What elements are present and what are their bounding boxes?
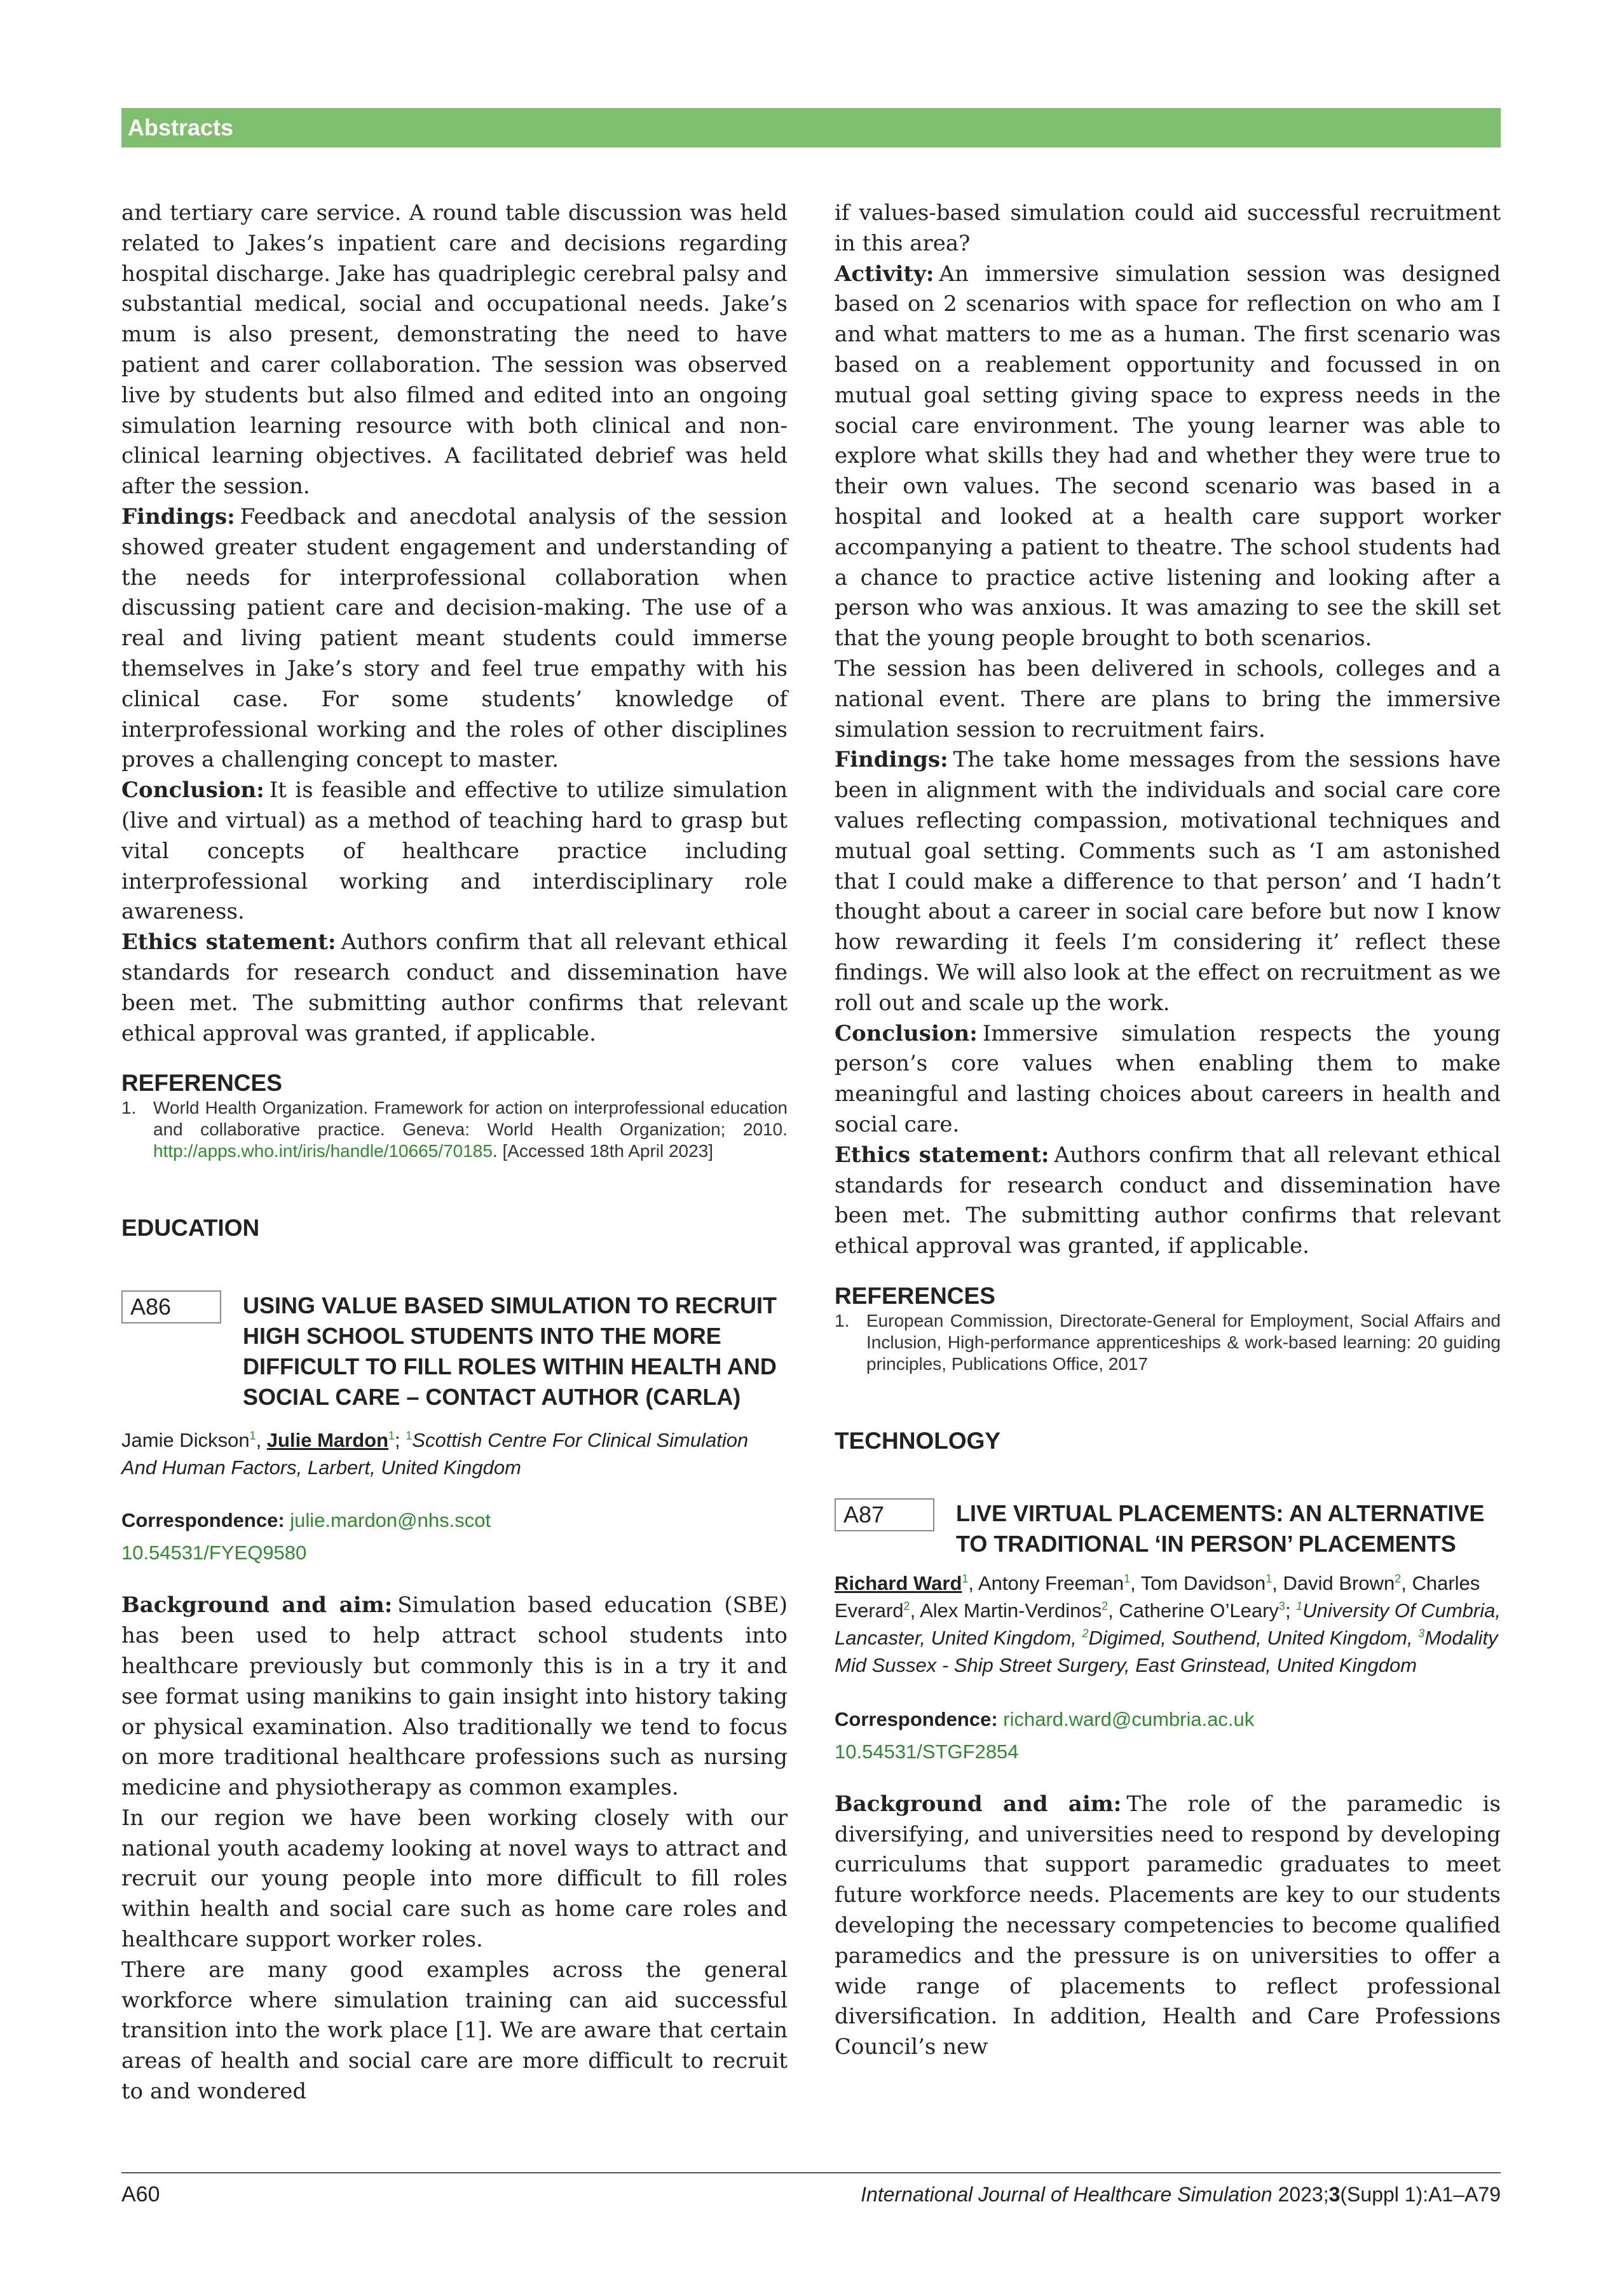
correspondence-email[interactable]: julie.mardon@nhs.scot [290,1509,491,1532]
intro-paragraph: and tertiary care service. A round table discussion was held related to Jakes’s inpatient care and decisions regarding hospital discharge. Jake has quadriplegic cerebral palsy and substantial medical, social and occupational needs. Jake’s mum is also present, demonstrating the need to have patient and carer collaboration. The session was observed live by students but also filmed and edited into an ongoing simulation learning resource with both clinical and non-clinical learning objectives. A facilitated debrief was held after the session. [121,200,788,500]
journal-year: 2023; [1278,2183,1329,2206]
journal-issue: (Suppl 1):A1–A79 [1340,2183,1501,2206]
conclusion-paragraph [121,776,788,927]
references-list [121,1097,788,1162]
author-name: Tom Davidson [1140,1571,1266,1594]
ethics-paragraph [835,1140,1501,1262]
author-sup: 1 [1266,1572,1273,1585]
author-sup: 1 [962,1572,969,1585]
reference-item [835,1310,1501,1375]
conclusion-label: Conclusion: [835,1020,978,1046]
reference-number: 1. [835,1310,850,1330]
author-sup: 2 [1102,1599,1109,1613]
ethics-text: Authors confirm that all relevant ethical standards for research conduct and dissemination have been met. The submitting author confirms that relevant ethical approval was granted, if applicable. [121,929,788,1046]
activity-paragraph [835,259,1501,654]
a87-body [835,1789,1501,2063]
activity-text: An immersive simulation session was designed based on 2 scenarios with space for reflection on who am I and what matters to me as a human. The first scenario was based on a reablement opportunity and focussed in on mutual goal setting giving space to express needs in the social care environment. The young learner was able to explore what skills they had and whether they were true to their own values. The second scenario was based in a hospital and looked at a health care support worker accompanying a patient to theatre. The school students had a chance to practice active listening and looking after a person who was anxious. It was amazing to see the skill set that the young people brought to both scenarios. [835,261,1501,652]
abstract-a86-header [121,1290,788,1412]
references-heading: REFERENCES [121,1070,282,1097]
author-name: David Brown [1283,1571,1395,1594]
ethics-text: Authors confirm that all relevant ethical standards for research conduct and dissemination have been met. The submitting author confirms that relevant ethical approval was granted, if applicable. [835,1142,1501,1259]
correspondence-line [835,1706,1501,1733]
affiliation-sup: 1 [406,1429,413,1442]
a86-body [121,1590,788,2107]
affiliation-sup: 2 [1082,1627,1089,1640]
author-sup: 1 [1124,1572,1131,1585]
continued-paragraph: if values-based simulation could aid successful recruitment in this area? [835,200,1501,256]
footer-divider [121,2172,1501,2173]
background-paragraph [121,1590,788,1803]
findings-text: Feedback and anecdotal analysis of the session showed greater student engagement and understanding of the needs for interprofessional collaboration when discussing patient care and decision-making. The use of a real and living patient meant students could immerse themselves in Jake’s story and feel true empathy with his clinical case. For some students’ knowledge of interprofessional working and the roles of other disciplines proves a challenging concept to master. [121,503,788,773]
author-name: Alex Martin-Verdinos [920,1599,1102,1622]
section-heading-education: EDUCATION [121,1215,260,1241]
right-body [835,198,1501,1262]
conclusion-text: It is feasible and effective to utilize simulation (live and virtual) as a method of teaching hard to grasp but vital concepts of healthcare practice including interprofessional working and interdisciplinary role awareness. [121,777,788,925]
left-column [121,198,788,2107]
affiliation-text: Scottish Centre For Clinical Simulation And Human Factors, Larbert, United Kingdom [121,1429,749,1479]
journal-citation [861,2180,1501,2208]
affiliation-text: Modality Mid Sussex - Ship Street Surgery, East Grinstead, United Kingdom [835,1626,1498,1676]
author-sup: 2 [1395,1572,1402,1585]
findings-label: Findings: [835,747,948,773]
region-paragraph: In our region we have been working closely with our national youth academy looking at novel ways to attract and recruit our young people into more difficult to fill roles within health and social care such as home care roles and healthcare support worker roles. [121,1805,788,1953]
journal-name: International Journal of Healthcare Simulation [861,2183,1273,2206]
author-name: Catherine O’Leary [1119,1599,1279,1622]
abstract-a87-header [835,1498,1501,1559]
contact-author-name: Richard Ward [835,1571,962,1594]
doi-link[interactable]: 10.54531/STGF2854 [835,1740,1019,1763]
findings-paragraph [835,745,1501,1018]
author-name: Antony Freeman [978,1571,1124,1594]
session-paragraph: The session has been delivered in schools, colleges and a national event. There are plans to bring the immersive simulation session to recruitment fairs. [835,655,1501,742]
abstract-id-box: A87 [835,1498,934,1531]
correspondence-email[interactable]: richard.ward@cumbria.ac.uk [1003,1707,1255,1730]
references-heading: REFERENCES [835,1282,995,1309]
header-title: Abstracts [128,114,234,140]
reference-accessed: . [Accessed 18th April 2023] [492,1141,714,1161]
left-body [121,198,788,1049]
background-paragraph [835,1789,1501,2063]
author-sup: 3 [1278,1599,1285,1613]
author-name: Jamie Dickson [121,1429,250,1452]
affiliation-text: Digimed, Southend, United Kingdom, [1088,1626,1413,1649]
correspondence-label: Correspondence: [835,1707,998,1730]
affiliation-text: University Of Cumbria, Lancaster, United Kingdom, [835,1599,1501,1649]
author-sup: 2 [903,1599,910,1613]
findings-text: The take home messages from the sessions have been in alignment with the individuals and social care core values reflecting compassion, motivational techniques and mutual goal setting. Comments such as ‘I am astonished that I could make a difference to that person’ and ‘I hadn’t thought about a career in social care before but now I know how rewarding it feels I’m considering it’ reflect these findings. We will also look at the effect on recruitment as we roll out and scale up the work. [835,747,1501,1016]
author-list: Jamie Dickson$^1$, Julie Mardon$^1$; $^1$Scottish Centre For Clinical Simulation And Human Factors, Larbert, United Kingdom [121,1429,749,1479]
conclusion-text: Immersive simulation respects the young person’s core values when enabling them to make meaningful and lasting choices about careers in health and social care. [835,1020,1501,1137]
conclusion-label: Conclusion: [121,777,264,803]
ethics-label: Ethics statement: [121,929,336,955]
reference-item [121,1097,788,1162]
author-sup: 1 [249,1429,256,1442]
reference-text: European Commission, Directorate-General for Employment, Social Affairs and Inclusion, High-performance apprenticeships & work-based learning: 20 guiding principles, Publications Office, 2017 [866,1310,1501,1374]
abstract-title: LIVE VIRTUAL PLACEMENTS: AN ALTERNATIVE TO TRADITIONAL ‘IN PERSON’ PLACEMENTS [956,1500,1485,1557]
background-label: Background and aim: [121,1592,393,1618]
conclusion-paragraph [835,1019,1501,1140]
correspondence-label: Correspondence: [121,1509,285,1532]
contact-author-name: Julie Mardon [266,1429,389,1452]
author-name: Charles Everard [835,1571,1480,1622]
findings-paragraph [121,502,788,776]
examples-paragraph: There are many good examples across the general workforce where simulation training can aid successful transition into the work place [1]. We are aware that certain areas of health and social care are more difficult to recruit to and wondered [121,1957,788,2105]
affiliation-sup: 3 [1418,1627,1425,1640]
ethics-paragraph [121,927,788,1049]
background-text: The role of the paramedic is diversifying, and universities need to respond by developing curriculums that support paramedic graduates to meet future workforce needs. Placements are key to our students developing the necessary competencies to become qualified paramedics and the pressure is on universities to offer a wide range of placements to reflect professional diversification. In addition, Health and Care Professions Council’s new [835,1791,1501,2060]
reference-link[interactable]: http://apps.who.int/iris/handle/10665/70185 [153,1141,493,1161]
author-list: Richard Ward$^1$, Antony Freeman$^1$, Tom Davidson$^1$, David Brown$^2$, Charles Everard$^2$, Alex Martin-Verdinos$^2$, Catherine O’Leary$^3$; $^1$University Of Cumbria, Lancaster, United Kingdom, $^2$Digimed, Southend, United Kingdom, $^3$Modality Mid Sussex - Ship Street Surgery, East Grinstead, United Kingdom [835,1571,1501,1676]
section-header-bar [121,108,1501,147]
doi-link[interactable]: 10.54531/FYEQ9580 [121,1542,307,1564]
journal-volume: 3 [1328,2183,1341,2206]
reference-text: World Health Organization. Framework for action on interprofessional education and collaborative practice. Geneva: World Health Organization; 2010. [153,1098,788,1140]
affiliation-sup: 1 [1296,1599,1303,1613]
findings-label: Findings: [121,503,235,530]
page-number: A60 [121,2182,160,2206]
background-label: Background and aim: [835,1791,1122,1817]
background-text: Simulation based education (SBE) has been used to help attract school students into healthcare previously but commonly this is in a try it and see format using manikins to gain insight into history taking or physical examination. Also traditionally we tend to focus on more traditional healthcare professions such as nursing medicine and physiotherapy as common examples. [121,1592,788,1801]
activity-label: Activity: [835,261,934,287]
abstract-id-box: A86 [121,1290,221,1323]
references-list [835,1310,1501,1375]
section-heading-technology: TECHNOLOGY [835,1427,1001,1454]
right-column [835,198,1501,2063]
reference-number: 1. [121,1098,137,1118]
author-sup: 1 [388,1429,395,1442]
ethics-label: Ethics statement: [835,1142,1049,1168]
abstract-title: USING VALUE BASED SIMULATION TO RECRUIT HIGH SCHOOL STUDENTS INTO THE MORE DIFFICULT TO FILL ROLES WITHIN HEALTH AND SOCIAL CARE – CONTACT AUTHOR (CARLA) [243,1292,777,1411]
correspondence-line [121,1507,788,1534]
